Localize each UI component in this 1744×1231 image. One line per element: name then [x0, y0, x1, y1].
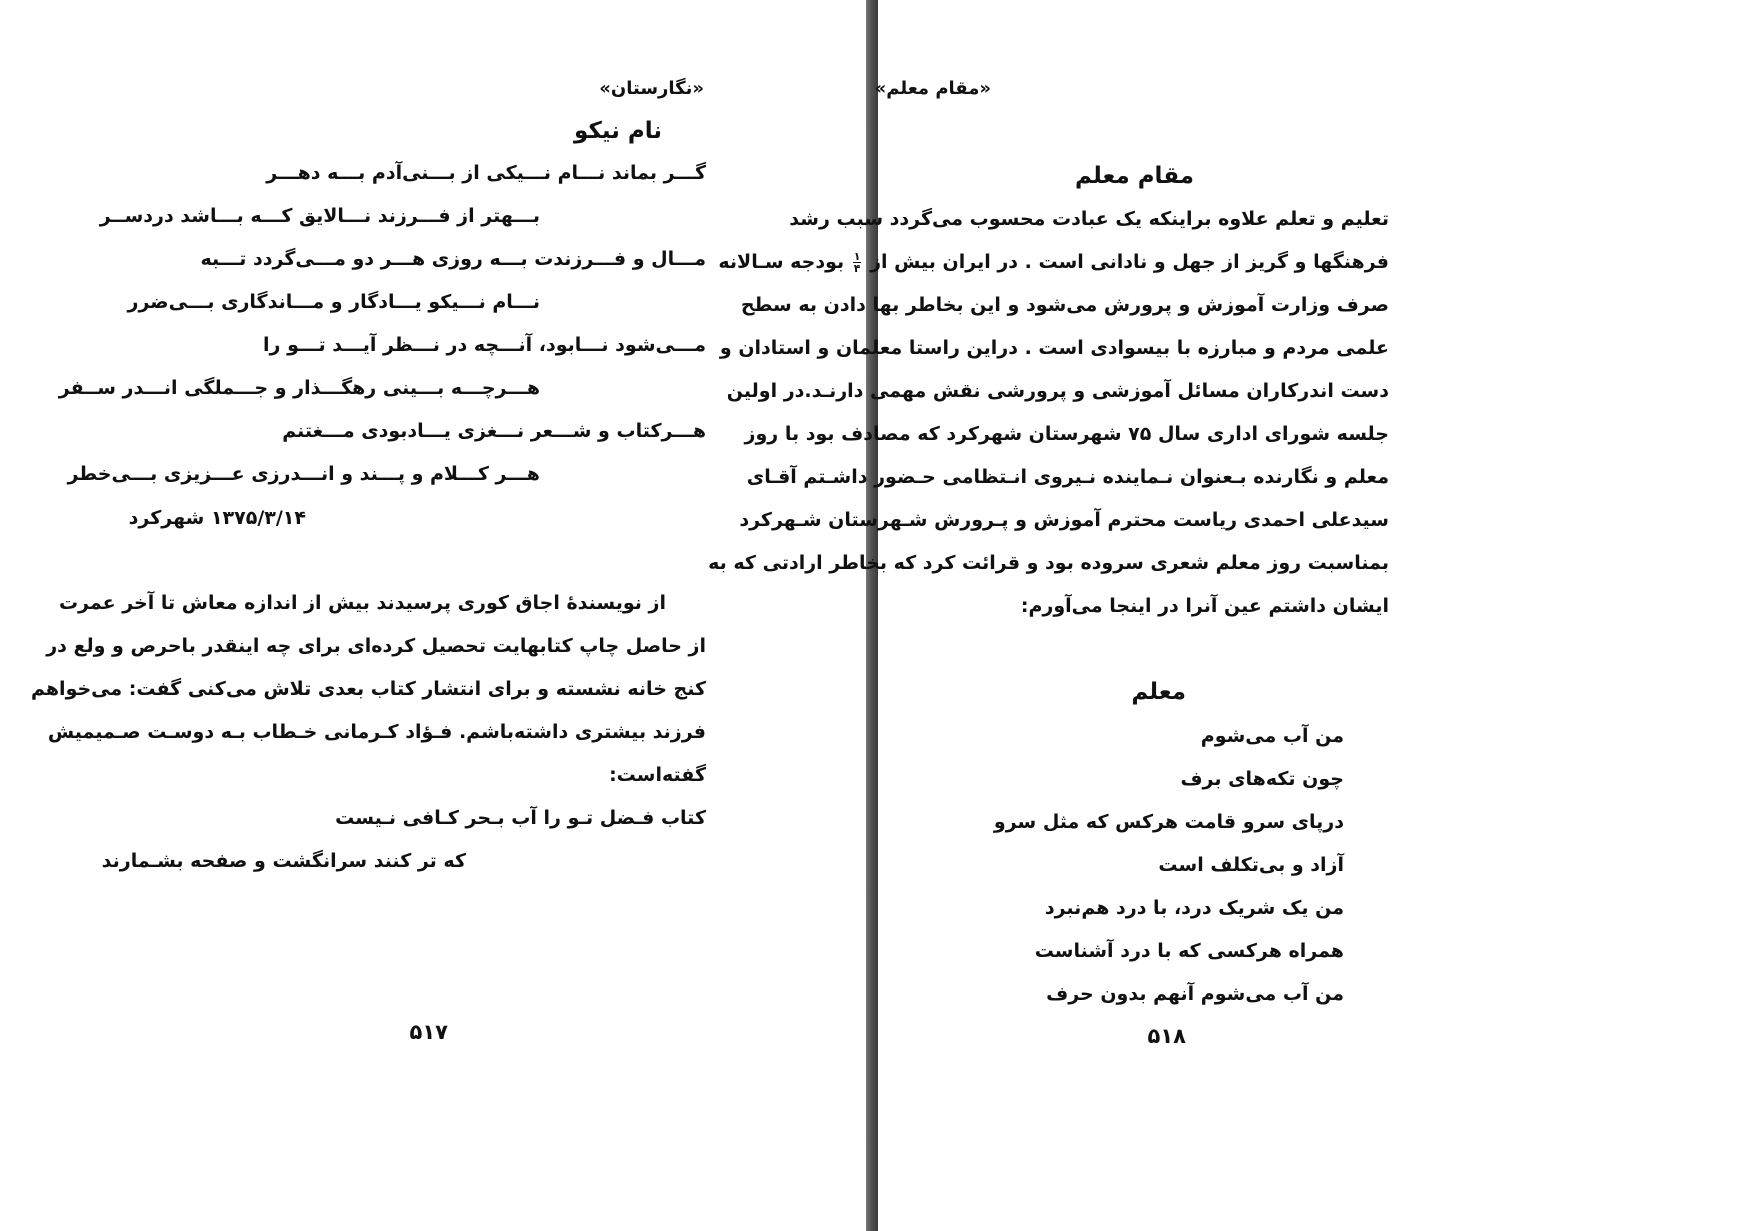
poem-line: هـــرکتاب و شـــعر نـــغزی یـــادبودی مـــغتنم [282, 420, 706, 442]
fraction [853, 251, 862, 274]
body-line: معلم و نگارنده بـعنوان نـماینده نـیروی انـتظامی حـضور داشـتم آقـای [746, 466, 1389, 488]
page-title: مقام معلم [1075, 163, 1194, 189]
body-line: علمی مردم و مبارزه با بیسوادی است . دراین راستا معلمان و استادان و [719, 337, 1389, 359]
body-line: بمناسبت روز معلم شعری سروده بود و قرائت کرد که بخاطر ارادتی که به [708, 552, 1389, 574]
poem-line: درپای سرو قامت هرکس که مثل سرو [993, 811, 1344, 833]
body-text: فرهنگها و گریز از جهل و نادانی است . در ایران بیش از [870, 251, 1389, 273]
page-number: ۵۱۸ [1147, 1024, 1186, 1048]
poem-line: من آب می‌شوم [1200, 725, 1344, 747]
poem-line: همراه هرکسی که با درد آشناست [1034, 940, 1344, 962]
poem-title: معلم [1131, 679, 1186, 705]
signature: ۱۳۷۵/۳/۱۴ شهرکرد [128, 507, 306, 529]
page-number: ۵۱۷ [409, 1020, 448, 1044]
book-gutter [866, 0, 878, 1231]
left-page [0, 0, 866, 1231]
poem-line: هـــر کـــلام و پـــند و انـــدرزی عـــزیزی بـــی‌خطر [67, 463, 540, 485]
poem-line: نـــام نـــیکو یـــادگار و مـــاندگاری بـــی‌ضرر [127, 291, 540, 313]
poem-line: گـــر بماند نـــام نـــیکی از بـــنی‌آدم بـــه دهـــر [266, 162, 706, 184]
prose-line: فرزند بیشتری داشته‌باشم. فـؤاد کـرمانی خـطاب بـه دوسـت صـمیمیش [47, 721, 706, 743]
running-header: «نگارستان» [599, 78, 704, 99]
poem-line: چون تکه‌های برف [1180, 768, 1344, 790]
verse-line: که تر کنند سرانگشت و صفحه بشـمارند [101, 850, 466, 872]
poem-line: بـــهتر از فـــرزند نـــالایق کـــه بـــاشد دردســر [99, 205, 540, 227]
right-page [708, 0, 1744, 1231]
poem-line: مـــی‌شود نـــابود، آنـــچه در نـــظر آیـــد تـــو را [263, 334, 706, 356]
body-line: ایشان داشتم عین آنرا در اینجا می‌آورم: [1020, 595, 1389, 617]
body-line: جلسه شورای اداری سال ۷۵ شهرستان شهرکرد که مصادف بود با روز [744, 423, 1389, 445]
prose-line: از حاصل چاپ کتابهایت تحصیل کرده‌ای برای چه اینقدر باحرص و ولع در [46, 635, 706, 657]
body-line: سیدعلی احمدی ریاست محترم آموزش و پـرورش شـهرستان شـهرکرد [739, 509, 1389, 531]
poem-line: من آب می‌شوم آنهم بدون حرف [1046, 983, 1344, 1005]
prose-line: کنج خانه نشسته و برای انتشار کتاب بعدی تلاش می‌کنی گفت: می‌خواهم [30, 678, 706, 700]
prose-line: از نویسندهٔ اجاق کوری پرسیدند بیش از اندازه معاش تا آخر عمرت [58, 592, 666, 614]
body-line: دست اندرکاران مسائل آموزشی و پرورشی نقش مهمی دارنـد.در اولین [726, 380, 1389, 402]
verse-line: کتاب فـضل تـو را آب بـحر کـافی نـیست [335, 807, 706, 829]
poem-line: مـــال و فـــرزندت بـــه روزی هـــر دو مـــی‌گردد تـــبه [200, 248, 706, 270]
body-line: تعلیم و تعلم علاوه براینکه یک عبادت محسوب می‌گردد سبب رشد [789, 208, 1389, 230]
body-line: صرف وزارت آموزش و پرورش می‌شود و این بخاطر بها دادن به سطح [740, 294, 1389, 316]
body-text: بودجه سـالانه [718, 251, 845, 273]
poem-line: آزاد و بی‌تکلف است [1158, 854, 1344, 876]
fraction-denominator: ۴ [853, 262, 861, 275]
page-title: نام نیکو [574, 118, 662, 144]
poem-line: من یک شریک درد، با درد هم‌نبرد [1044, 897, 1344, 919]
running-header: «مقام معلم» [874, 78, 991, 99]
fraction-numerator: ۱ [853, 250, 861, 263]
prose-line: گفته‌است: [609, 764, 706, 786]
body-line-with-fraction [718, 251, 1389, 274]
poem-line: هـــرچـــه بـــینی رهگـــذار و جـــملگی انـــدر ســفر [58, 377, 540, 399]
